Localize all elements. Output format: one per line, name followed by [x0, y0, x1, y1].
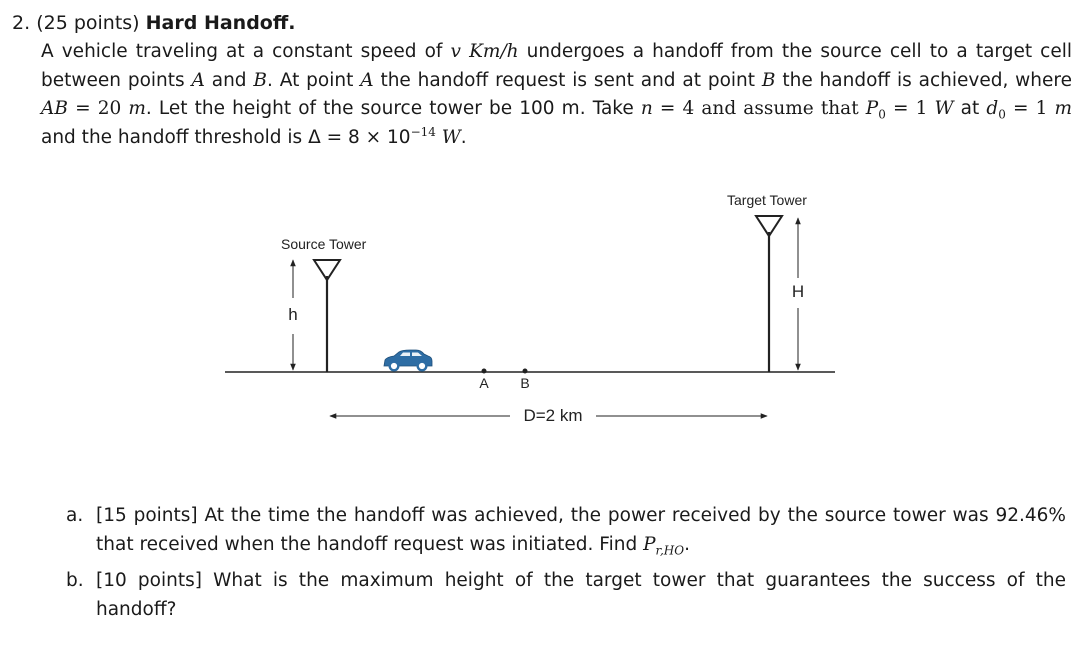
unit-kmh: Km/h	[469, 41, 519, 62]
distance-label: D=2 km	[523, 406, 583, 425]
superscript: −14	[410, 124, 436, 139]
eq-text: = 1	[885, 98, 935, 119]
part-letter: a.	[66, 505, 84, 526]
h-label: h	[288, 305, 298, 324]
eq-text: = 20	[67, 98, 129, 119]
point-a	[482, 369, 487, 374]
desc-text: undergoes a handoff from the source cell to a target cell between points	[41, 41, 1073, 91]
var-a: A	[360, 69, 374, 91]
part-a	[66, 502, 1066, 559]
eq-text: = 1	[1005, 98, 1055, 119]
problem-title: Hard Handoff.	[145, 12, 296, 34]
unit-w: W	[441, 126, 461, 148]
var-n: n	[640, 98, 653, 119]
desc-text: . Let the height of the source tower be 100 m. Take	[145, 98, 641, 119]
part-b	[66, 567, 1066, 624]
part-a-tail: .	[684, 533, 690, 555]
target-tower	[756, 216, 782, 372]
problem	[12, 8, 1072, 152]
point-a-label: A	[479, 375, 489, 391]
desc-text: .	[460, 126, 467, 148]
desc-text: and	[204, 69, 254, 91]
subscript: 0	[878, 107, 886, 122]
var-p0: P	[865, 98, 879, 119]
handoff-diagram	[0, 180, 1083, 440]
point-b	[523, 369, 528, 374]
var-b: B	[253, 69, 268, 91]
question-parts	[66, 502, 1066, 632]
source-tower	[314, 260, 340, 372]
var-b: B	[761, 69, 776, 91]
desc-text: the handoff request is sent and at point	[373, 69, 762, 91]
subscript: 0	[998, 107, 1006, 122]
unit-w: W	[934, 98, 954, 119]
desc-text: . At point	[267, 69, 361, 91]
part-b-text: [10 points] What is the maximum height of the target tower that guarantees the success of the handoff?	[96, 570, 1066, 620]
H-label: H	[791, 282, 805, 301]
problem-description	[41, 38, 1072, 152]
part-a-text: [15 points] At the time the handoff was achieved, the power received by the source tower was 92.46% that received when the handoff request was initiated. Find	[96, 505, 1066, 555]
problem-number: 2.	[12, 12, 31, 34]
var-ab: AB	[41, 98, 68, 119]
desc-text: and the handoff threshold is Δ = 8 × 10	[41, 126, 411, 148]
unit-m: m	[1054, 98, 1073, 119]
subscript: r,HO	[655, 543, 685, 558]
eq-text: = 4 and assume that	[652, 98, 866, 119]
unit-m: m	[128, 98, 146, 119]
diagram-svg	[0, 180, 1083, 440]
problem-points: (25 points)	[36, 12, 140, 34]
var-prho: P	[643, 533, 656, 555]
point-b-label: B	[520, 375, 530, 391]
desc-text: A vehicle traveling at a constant speed of	[41, 41, 451, 62]
desc-text: at	[953, 98, 987, 119]
desc-text: the handoff is achieved, where	[775, 69, 1072, 91]
target-tower-label: Target Tower	[727, 192, 807, 208]
car-icon	[384, 350, 432, 370]
var-v: v	[450, 41, 461, 62]
var-a: A	[191, 69, 205, 91]
part-letter: b.	[66, 570, 84, 591]
part-text	[96, 502, 1066, 559]
part-text	[96, 567, 1066, 624]
problem-header	[12, 8, 1072, 38]
source-tower-label: Source Tower	[281, 236, 367, 252]
var-d0: d	[986, 98, 999, 119]
